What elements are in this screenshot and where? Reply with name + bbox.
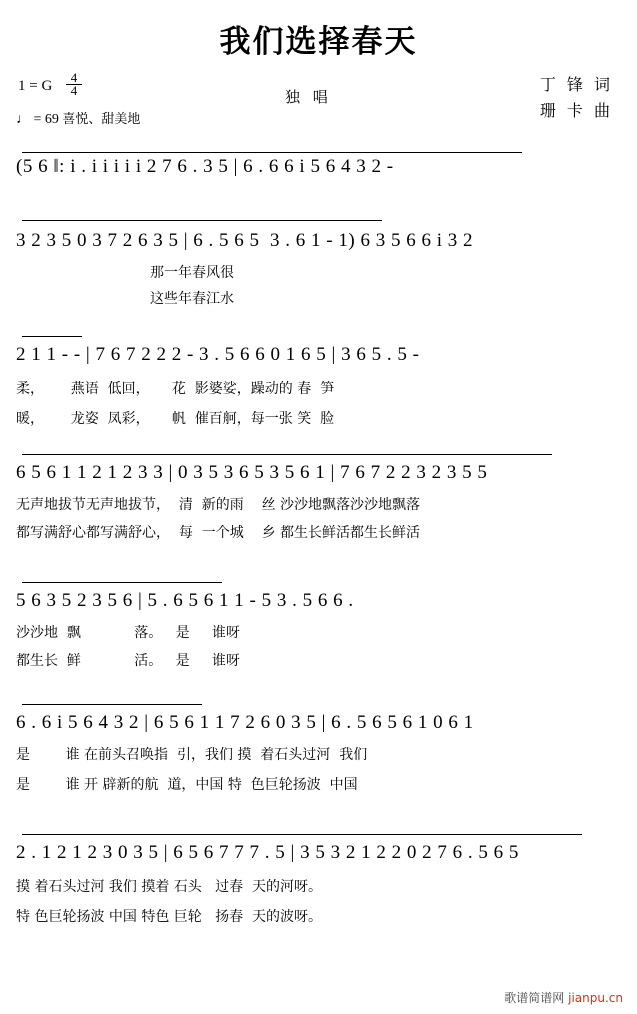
- system-2-lyric-verse-1: 那一年春风很: [150, 265, 234, 281]
- site-watermark: [504, 989, 623, 1006]
- beam-rule: [22, 152, 522, 153]
- system-5-lyric-verse-2: 都生长 鲜 活。 是 谁呀: [16, 653, 240, 669]
- system-5-notes: 5 6 3 5 2 3 5 6 | 5 . 6 5 6 1 1 - 5 3 . 5 6 6 .: [16, 590, 354, 611]
- beam-rule: [22, 704, 202, 705]
- time-signature-denominator: 4: [66, 84, 82, 97]
- key-signature: 1 = G: [18, 78, 53, 94]
- time-signature: [66, 72, 82, 97]
- system-7-lyric-verse-2: 特 色巨轮扬波 中国 特色 巨轮 扬春 天的波呀。: [16, 909, 323, 925]
- system-6-lyric-verse-1: 是 谁 在前头召唤指 引，我们 摸 着石头过河 我们: [16, 747, 368, 763]
- beam-rule: [22, 582, 222, 583]
- lyricist-credit: 丁 锋 词: [539, 75, 613, 94]
- site-url: jianpu.cn: [568, 991, 623, 1005]
- tempo-marking: [16, 108, 140, 128]
- system-4-lyric-verse-2: 都写满舒心都写满舒心， 每 一个城 乡 都生长鲜活都生长鲜活: [16, 525, 421, 541]
- expression-marking: 喜悦、甜美地: [62, 112, 141, 127]
- system-6-lyric-verse-2: 是 谁 开 辟新的航 道，中国 特 色巨轮扬波 中国: [16, 777, 358, 793]
- tempo-value: = 69: [33, 112, 59, 127]
- page-title: 我们选择春天: [219, 24, 418, 60]
- site-label: 歌谱简谱网: [504, 991, 565, 1005]
- system-4-lyric-verse-1: 无声地拔节无声地拔节， 清 新的雨 丝 沙沙地飘落沙沙地飘落: [16, 497, 421, 513]
- beam-rule: [22, 454, 552, 455]
- system-7-lyric-verse-1: 摸 着石头过河 我们 摸着 石头 过春 天的河呀。: [16, 879, 323, 895]
- system-3-lyric-verse-2: 暖， 龙姿 凤彩， 帆 催百舸，每一张 笑 脸: [16, 411, 335, 427]
- system-1-notes: (5 6 ‖: i . i i i i i 2 7 6 . 3 5 | 6 . 6 6 i 5 6 4 3 2 -: [16, 156, 394, 177]
- system-6-notes: 6 . 6 i 5 6 4 3 2 | 6 5 6 1 1 7 2 6 0 3 5 | 6 . 5 6 5 6 1 0 6 1: [16, 712, 474, 733]
- time-signature-numerator: 4: [70, 70, 78, 85]
- system-2-lyric-verse-2: 这些年春江水: [150, 291, 234, 307]
- system-5-lyric-verse-1: 沙沙地 飘 落。 是 谁呀: [16, 625, 240, 641]
- beam-rule: [22, 220, 382, 221]
- credits: [540, 72, 613, 124]
- performance-style: 独 唱: [285, 88, 332, 106]
- composer-credit: 珊 卡 曲: [539, 101, 613, 120]
- tempo-note-icon: ♩: [16, 112, 30, 127]
- system-4-notes: 6 5 6 1 1 2 1 2 3 3 | 0 3 5 3 6 5 3 5 6 1 | 7 6 7 2 2 3 2 3 5 5: [16, 462, 488, 483]
- system-3-notes: 2 1 1 - - | 7 6 7 2 2 2 - 3 . 5 6 6 0 1 6 5 | 3 6 5 . 5 -: [16, 344, 420, 365]
- system-2-notes: 3 2 3 5 0 3 7 2 6 3 5 | 6 . 5 6 5 3 . 6 1 - 1) 6 3 5 6 6 i 3 2: [16, 230, 473, 251]
- system-3-lyric-verse-1: 柔， 燕语 低回， 花 影婆娑，躁动的 春 笋: [16, 381, 335, 397]
- beam-rule: [22, 834, 582, 835]
- beam-rule: [22, 336, 82, 337]
- system-7-notes: 2 . 1 2 1 2 3 0 3 5 | 6 5 6 7 7 7 . 5 | 3 5 3 2 1 2 2 0 2 7 6 . 5 6 5: [16, 842, 519, 863]
